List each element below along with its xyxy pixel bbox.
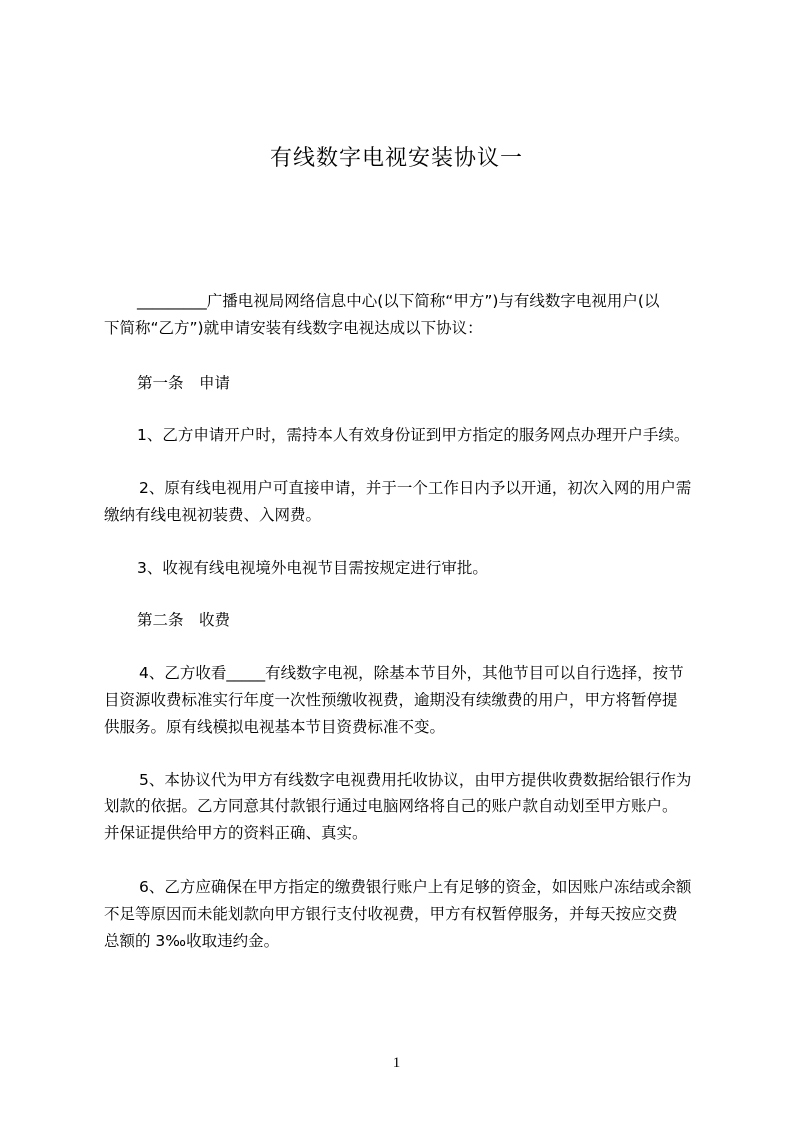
text-line: 总额的 3‰收取违约金。 [104, 932, 280, 950]
page-number: 1 [392, 1055, 401, 1071]
document-title: 有线数字电视安装协议一 [269, 146, 523, 171]
text-line: 不足等原因而未能划款向甲方银行支付收视费，甲方有权暂停服务，并每天按应交费 [104, 905, 678, 923]
text-line: 目资源收费标准实行年度一次性预缴收视费，逾期没有续缴费的用户，甲方将暂停提 [104, 691, 678, 709]
clause-1: 1、乙方申请开户时，需持本人有效身份证到甲方指定的服务网点办理开户手续。 [137, 426, 690, 444]
clause-3: 3、收视有线电视境外电视节目需按规定进行审批。 [137, 559, 488, 577]
section-heading-1: 第一条 申请 [137, 374, 231, 392]
text-line: 2、原有线电视用户可直接申请，并于一个工作日内予以开通，初次入网的用户需 [139, 479, 692, 497]
section-heading-2: 第二条 收费 [137, 611, 231, 629]
text-line: _________广播电视局网络信息中心(以下简称“甲方”)与有线数字电视用户(以 [137, 292, 660, 310]
text-line: 划款的依据。乙方同意其付款银行通过电脑网络将自己的账户款自动划至甲方账户。 [104, 797, 678, 815]
text-line: 下简称“乙方”)就申请安装有线数字电视达成以下协议： [104, 319, 483, 337]
text-line: 6、乙方应确保在甲方指定的缴费银行账户上有足够的资金，如因账户冻结或余额 [139, 878, 692, 896]
text-line: 供服务。原有线模拟电视基本节目资费标准不变。 [104, 718, 446, 736]
text-line: 缴纳有线电视初装费、入网费。 [104, 506, 322, 524]
text-line: 并保证提供给甲方的资料正确、真实。 [104, 824, 368, 842]
text-line: 4、乙方收看_____有线数字电视，除基本节目外，其他节目可以自行选择，按节 [139, 664, 684, 682]
text-line: 5、本协议代为甲方有线数字电视费用托收协议，由甲方提供收费数据给银行作为 [139, 771, 692, 789]
